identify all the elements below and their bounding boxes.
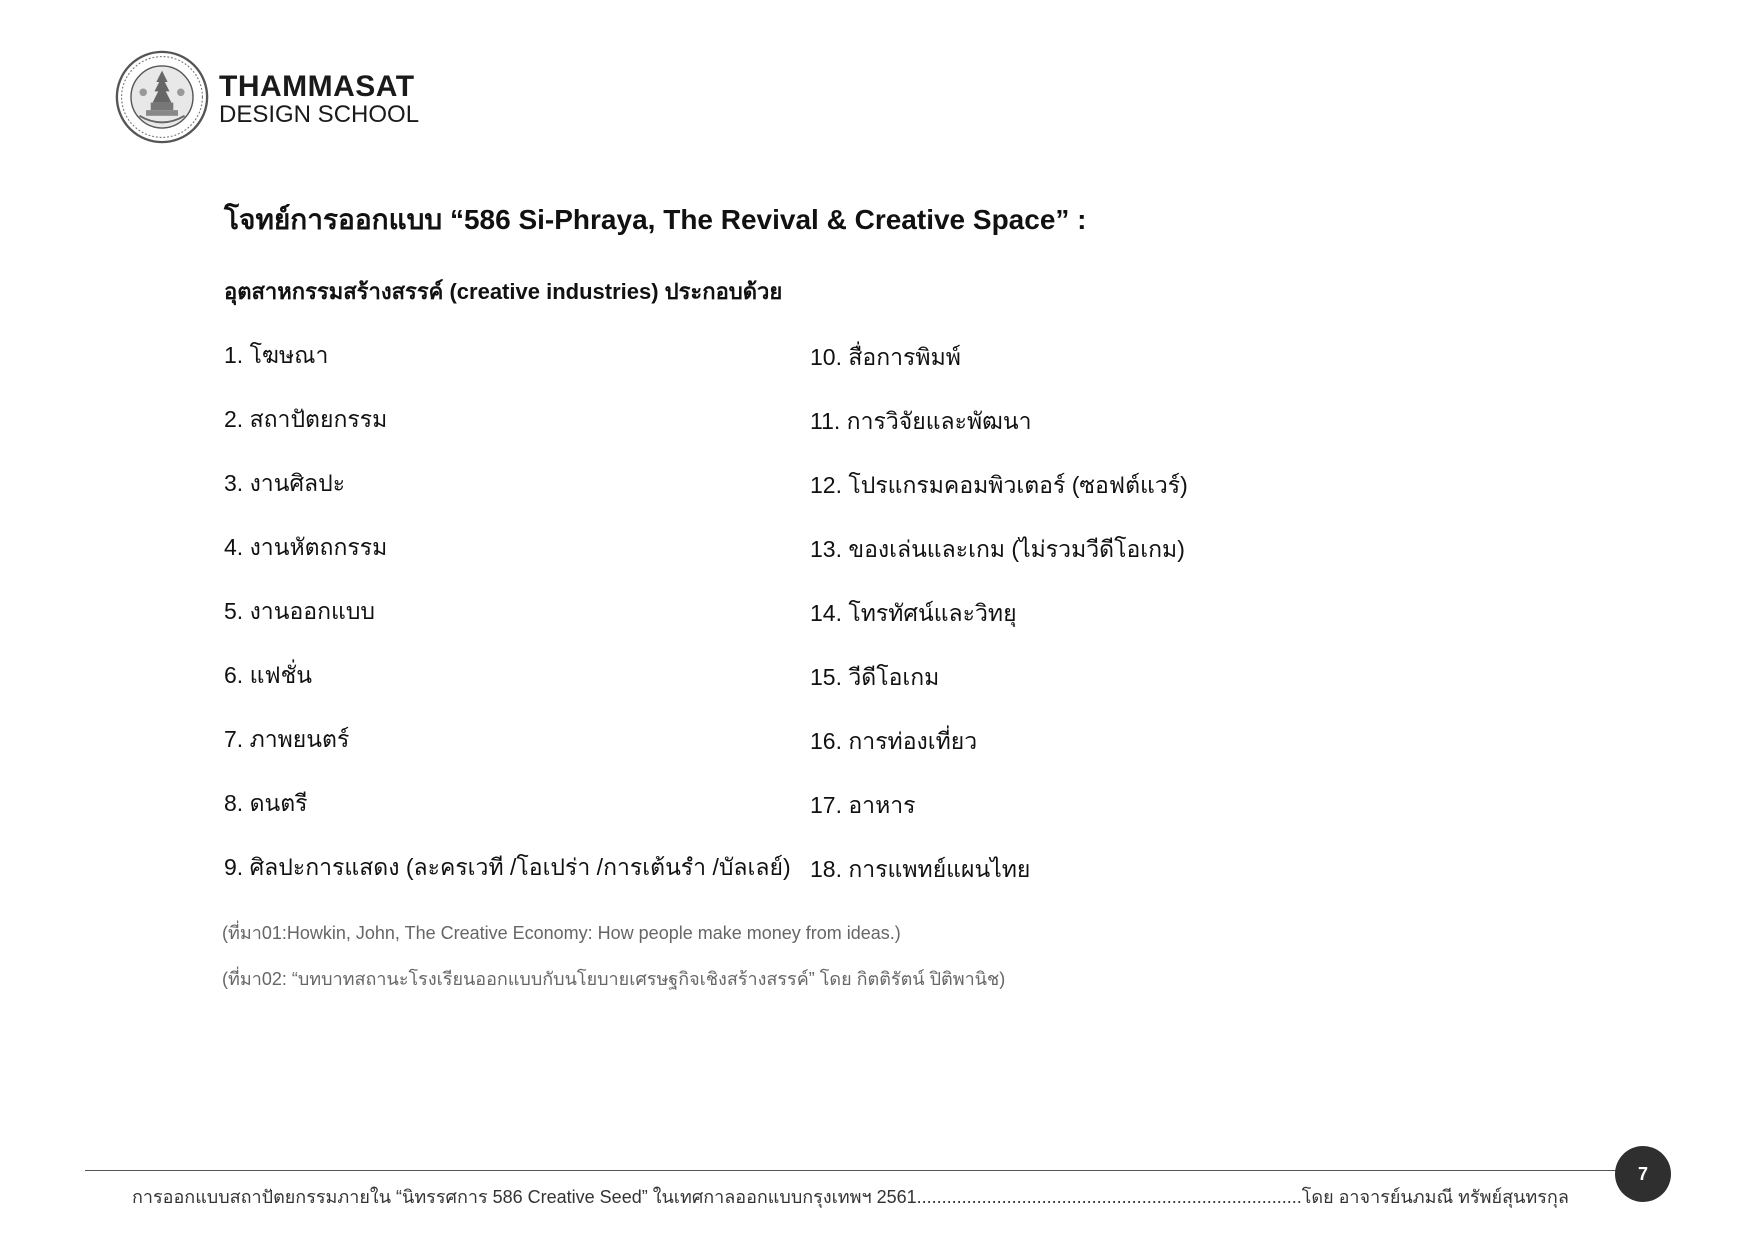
list-item: 8. ดนตรี [224,790,308,816]
list-item: 16. การท่องเที่ยว [810,728,978,754]
brand-school: DESIGN SCHOOL [219,101,420,128]
list-item: 4. งานหัตถกรรม [224,534,388,560]
list-item: 9. ศิลปะการแสดง (ละครเวที /โอเปร่า /การเต้นรำ /บัลเลย์) [224,854,791,880]
page-title: โจทย์การออกแบบ “586 Si-Phraya, The Revival & Creative Space” : [224,204,1087,235]
list-item: 5. งานออกแบบ [224,598,376,624]
list-item: 10. สื่อการพิมพ์ [810,344,961,370]
list-item: 17. อาหาร [810,792,916,818]
list-item: 11. การวิจัยและพัฒนา [810,408,1032,434]
footer-divider [85,1170,1645,1171]
source-reference-2: (ที่มา02: “บทบาทสถานะโรงเรียนออกแบบกับนโยบายเศรษฐกิจเชิงสร้างสรรค์” โดย กิตติรัตน์ ปิติพานิช) [222,969,1006,989]
list-item: 6. แฟชั่น [224,662,313,688]
brand-name: THAMMASAT [219,70,415,103]
list-item: 7. ภาพยนตร์ [224,726,350,752]
list-item: 2. สถาปัตยกรรม [224,406,388,432]
source-reference-1: (ที่มา01:Howkin, John, The Creative Economy: How people make money from ideas.) [222,923,901,943]
page-number-badge: 7 [1615,1146,1671,1202]
section-subtitle: อุตสาหกรรมสร้างสรรค์ (creative industries) ประกอบด้วย [224,279,783,304]
list-item: 15. วีดีโอเกม [810,664,940,690]
list-item: 18. การแพทย์แผนไทย [810,856,1031,882]
list-item: 1. โฆษณา [224,342,329,368]
footer-caption: การออกแบบสถาปัตยกรรมภายใน “นิทรรศการ 586 Creative Seed” ในเทศกาลออกแบบกรุงเทพฯ 2561.............................................................................โดย อาจารย์นภมณี ทรัพย์สุนทรกุล [132,1187,1569,1207]
list-item: 3. งานศิลปะ [224,470,346,496]
brand-wordmark [219,72,419,127]
university-seal-logo [115,50,209,144]
header [115,50,435,145]
list-item: 12. โปรแกรมคอมพิวเตอร์ (ซอฟต์แวร์) [810,472,1188,498]
list-item: 14. โทรทัศน์และวิทยุ [810,600,1017,626]
list-item: 13. ของเล่นและเกม (ไม่รวมวีดีโอเกม) [810,536,1185,562]
